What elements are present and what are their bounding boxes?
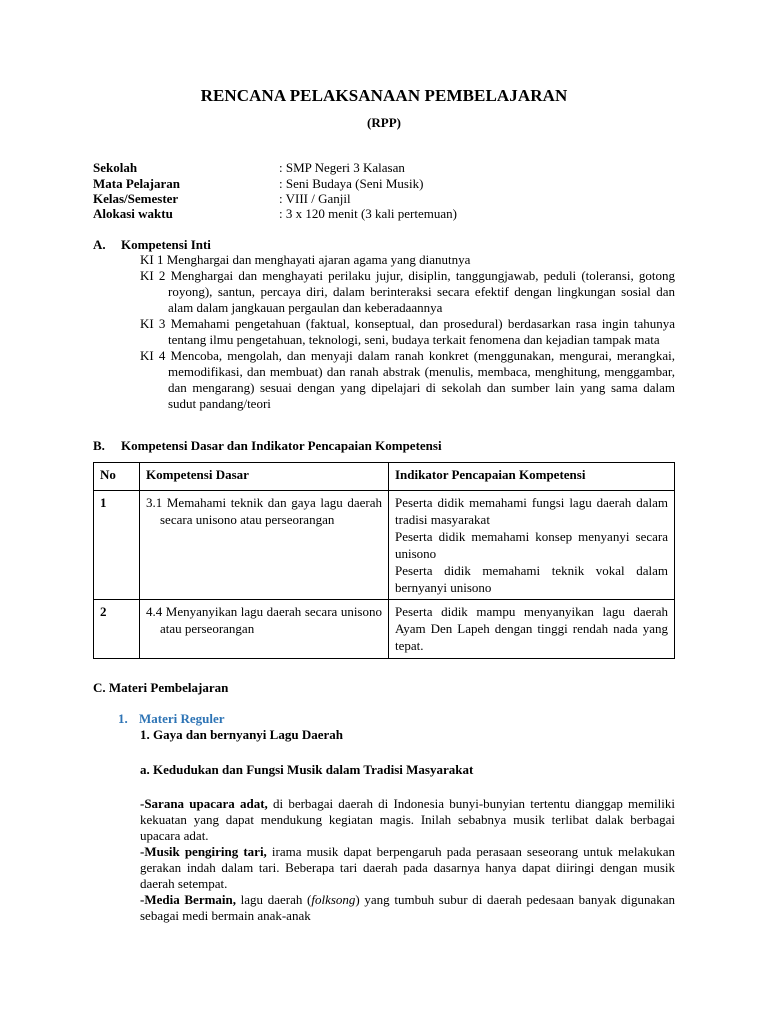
paragraph-media-bermain-lead: -Media Bermain, (140, 892, 237, 907)
table-row (94, 600, 675, 659)
paragraph-media-bermain-text-before: lagu daerah ( (236, 892, 312, 907)
section-b-number: B. (93, 438, 105, 453)
table-header-row (94, 463, 675, 491)
column-header-kd: Kompetensi Dasar (140, 463, 389, 491)
paragraph-media-bermain-text-after: ) yang tumbuh subur di daerah pedesaan banyak digunakan sebagai medi bermain anak-anak (140, 892, 676, 923)
identity-label-kelas: Kelas/Semester (93, 191, 179, 206)
section-b-heading (93, 438, 442, 454)
row-1-indicator-3: Peserta didik memahami teknik vokal dalam bernyanyi unisono (395, 563, 668, 595)
row-2-no: 2 (94, 600, 140, 659)
materi-heading-2: a. Kedudukan dan Fungsi Musik dalam Tradisi Masyarakat (140, 762, 474, 777)
paragraph-pengiring-tari (140, 844, 675, 892)
materi-paragraphs (140, 796, 675, 924)
kompetensi-inti-list (140, 252, 675, 412)
section-c-heading: C. Materi Pembelajaran (93, 680, 229, 695)
section-b-title: Kompetensi Dasar dan Indikator Pencapaian Kompetensi (121, 438, 442, 453)
column-header-no: No (94, 463, 140, 491)
ki-item-1: KI 1 Menghargai dan menghayati ajaran agama yang dianutnya (140, 252, 471, 267)
identity-value-alokasi: : 3 x 120 menit (3 kali pertemuan) (279, 206, 457, 221)
paragraph-pengiring-tari-text: irama musik dapat berpengaruh pada perasaan seseorang untuk melakukan gerakan indah dalam tari. Beberapa tari daerah pada dasarnya hanya dapat diiringi dengan musik daerah setempat. (140, 844, 675, 891)
table-row (94, 491, 675, 600)
ki-item-4: KI 4 Mencoba, mengolah, dan menyaji dalam ranah konkret (menggunakan, mengurai, merangkai, memodifikasi, dan membuat) dan ranah abstrak (menulis, membaca, menghitung, menggambar, dan mengarang) sesuai dengan yang dipelajari di sekolah dan sumber lain yang sama dalam sudut pandang/teori (140, 348, 675, 411)
section-a-title: Kompetensi Inti (121, 237, 211, 252)
column-header-indicator: Indikator Pencapaian Kompetensi (389, 463, 675, 491)
materi-reguler-number: 1. (118, 711, 128, 726)
identity-value-mapel: : Seni Budaya (Seni Musik) (279, 176, 424, 191)
document-title: RENCANA PELAKSANAAN PEMBELAJARAN (200, 86, 568, 105)
ki-item-3: KI 3 Memahami pengetahuan (faktual, konseptual, dan prosedural) berdasarkan rasa ingin tahunya tentang ilmu pengetahuan, teknologi, seni, budaya terkait fenomena dan kejadian tampak mata (140, 316, 675, 347)
row-2-indicators (389, 600, 675, 659)
paragraph-media-bermain (140, 892, 675, 924)
row-1-no: 1 (94, 491, 140, 600)
document-subtitle: (RPP) (367, 115, 401, 130)
identity-label-mapel: Mata Pelajaran (93, 176, 181, 191)
row-1-indicators (389, 491, 675, 600)
materi-reguler-heading (118, 711, 225, 727)
materi-heading-1: 1. Gaya dan bernyanyi Lagu Daerah (140, 727, 343, 742)
row-1-indicator-2: Peserta didik memahami konsep menyanyi secara unisono (395, 529, 668, 561)
paragraph-pengiring-tari-lead: -Musik pengiring tari, (140, 844, 267, 859)
row-2-kd-text: 4.4 Menyanyikan lagu daerah secara unisono atau perseorangan (146, 604, 382, 636)
paragraph-upacara-adat-lead: -Sarana upacara adat, (140, 796, 268, 811)
paragraph-media-bermain-italic: folksong (311, 892, 356, 907)
paragraph-upacara-adat-text: di berbagai daerah di Indonesia bunyi-bunyian tertentu dianggap memiliki kekuatan yang dapat mendukung kegiatan magis. Inilah sebabnya musik terlibat dalak berbagai upacara adat. (140, 796, 675, 843)
paragraph-upacara-adat (140, 796, 675, 844)
identity-value-sekolah: : SMP Negeri 3 Kalasan (279, 160, 405, 175)
section-a-heading (93, 237, 211, 253)
row-1-kd (140, 491, 389, 600)
identity-value-kelas: : VIII / Ganjil (279, 191, 351, 206)
row-2-indicator-1: Peserta didik mampu menyanyikan lagu daerah Ayam Den Lapeh dengan tinggi rendah nada yang tepat. (395, 604, 668, 653)
ki-item-2: KI 2 Menghargai dan menghayati perilaku jujur, disiplin, tanggungjawab, peduli (toleransi, gotong royong), santun, percaya diri, dalam berinteraksi secara efektif dengan lingkungan sosial dan alam dalam jangkauan pergaulan dan keberadaannya (140, 268, 675, 315)
identity-label-alokasi: Alokasi waktu (93, 206, 173, 221)
identity-label-sekolah: Sekolah (93, 160, 138, 175)
row-1-indicator-1: Peserta didik memahami fungsi lagu daerah dalam tradisi masyarakat (395, 495, 668, 527)
row-1-kd-text: 3.1 Memahami teknik dan gaya lagu daerah secara unisono atau perseorangan (146, 495, 382, 527)
materi-reguler-title: Materi Reguler (139, 711, 225, 726)
row-2-kd (140, 600, 389, 659)
kd-indicator-table (93, 462, 675, 659)
section-a-number: A. (93, 237, 106, 252)
